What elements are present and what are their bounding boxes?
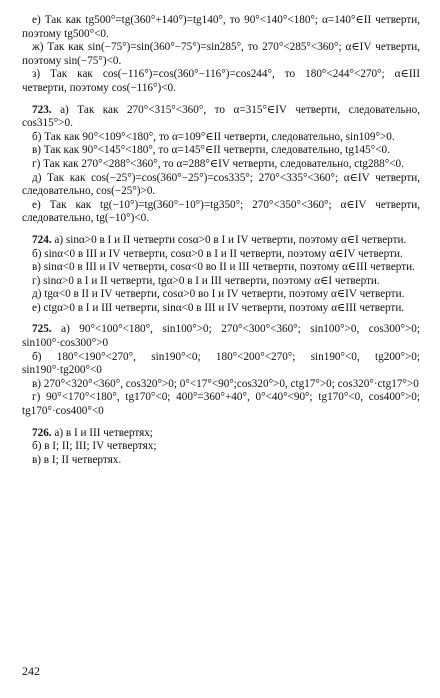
paragraph bbox=[22, 172, 420, 199]
paragraph bbox=[22, 288, 420, 302]
paragraph-text: в) в I; II четвертях. bbox=[32, 453, 122, 466]
paragraph bbox=[22, 427, 420, 441]
paragraph-text: д) tgα<0 в II и IV четверти, cosα>0 во I и IV четверти, поэтому α∈IV четверти. bbox=[32, 288, 405, 301]
paragraph bbox=[22, 68, 420, 95]
page-number: 242 bbox=[22, 664, 40, 678]
paragraph bbox=[22, 158, 420, 172]
paragraph bbox=[22, 391, 420, 418]
paragraph bbox=[22, 144, 420, 158]
paragraph bbox=[22, 440, 420, 454]
page-content bbox=[22, 14, 420, 467]
paragraph bbox=[22, 302, 420, 316]
paragraph bbox=[22, 199, 420, 226]
paragraph bbox=[22, 41, 420, 68]
paragraph bbox=[22, 104, 420, 131]
paragraph-text: б) Так как 90°<109°<180°, то α=109°∈II четверти, следовательно, sin109°>0. bbox=[32, 130, 395, 143]
problem-number: 723. bbox=[32, 103, 52, 116]
paragraph-text: г) 90°<170°<180°, tg170°<0; 400°=360°+40°, 0°<40°<90°; tg170°<0, cos400°>0; tg170°·cos400°<0 bbox=[22, 391, 420, 418]
paragraph bbox=[22, 351, 420, 378]
paragraph-text: в) sinα<0 в III и IV четверти, cosα<0 во II и III четверти, поэтому α∈III четверти. bbox=[32, 261, 415, 274]
paragraph-text: а) 90°<100°<180°, sin100°>0; 270°<300°<360°; sin100°>0, cos300°>0; sin100°·cos300°>0 bbox=[22, 323, 420, 350]
paragraph-text: ж) Так как sin(−75°)=sin(360°−75°)=sin285°, то 270°<285°<360°; α∈IV четверти, поэтому sin(−75°)<0. bbox=[22, 41, 420, 67]
problem-number: 725. bbox=[32, 323, 52, 336]
paragraph-text: з) Так как cos(−116°)=cos(360°−116°)=cos244°, то 180°<244°<270°; α∈III четверти, поэтому cos(−116°)<0. bbox=[22, 68, 420, 94]
paragraph-text: е) ctgα>0 в I и III четверти, sinα<0 в III и IV четверти, поэтому α∈III четверти. bbox=[32, 301, 405, 314]
paragraph bbox=[22, 14, 420, 41]
paragraph bbox=[22, 454, 420, 468]
paragraph bbox=[22, 131, 420, 145]
paragraph-text: д) Так как cos(−25°)=cos(360°−25°)=cos335°; 270°<335°<360°; α∈IV четверти, следовательно, cos(−25°)>0. bbox=[22, 171, 420, 198]
paragraph-text: а) в I и III четвертях; bbox=[51, 426, 153, 439]
paragraph bbox=[22, 248, 420, 262]
paragraph-text: г) Так как 270°<288°<360°, то α=288°∈IV четверти, следовательно, ctg288°<0. bbox=[32, 157, 404, 170]
paragraph bbox=[22, 275, 420, 289]
problem-number: 726. bbox=[32, 426, 52, 439]
paragraph-text: б) 180°<190°<270°, sin190°<0; 180°<200°<270°; sin190°<0, tg200°>0; sin190°·tg200°<0 bbox=[22, 350, 420, 377]
problem-number: 724. bbox=[32, 233, 52, 246]
paragraph bbox=[22, 323, 420, 350]
paragraph-text: а) sinα>0 в I и II четверти cosα>0 в I и IV четверти, поэтому α∈I четверти. bbox=[51, 233, 407, 246]
paragraph-text: г) sinα>0 в I и II четверти, tgα>0 в I и III четверти, поэтому α∈I четверти. bbox=[32, 274, 380, 287]
paragraph bbox=[22, 234, 420, 248]
paragraph-text: б) в I; II; III; IV четвертях; bbox=[32, 440, 157, 453]
paragraph bbox=[22, 261, 420, 275]
paragraph-text: е) Так как tg(−10°)=tg(360°−10°)=tg350°; 270°<350°<360°; α∈IV четверти, следовательно, tg(−10°)<0. bbox=[22, 198, 420, 225]
paragraph-text: а) Так как 270°<315°<360°, то α=315°∈IV четверти, следовательно, cos315°>0. bbox=[22, 103, 420, 130]
paragraph-text: в) 270°<320°<360°, cos320°>0; 0°<17°<90°;cos320°>0, ctg17°>0; cos320°·ctg17°>0 bbox=[32, 377, 419, 390]
paragraph-text: б) sinα<0 в III и IV четверти, cosα>0 в I и II четверти, поэтому α∈IV четверти. bbox=[32, 247, 403, 260]
paragraph-text: в) Так как 90°<145°<180°, то α=145°∈II четверти, следовательно, tg145°<0. bbox=[32, 144, 390, 157]
paragraph bbox=[22, 378, 420, 392]
paragraph-text: е) Так как tg500°=tg(360°+140°)=tg140°, то 90°<140°<180°; α=140°∈II четверти, поэтому tg500°<0. bbox=[22, 14, 420, 40]
